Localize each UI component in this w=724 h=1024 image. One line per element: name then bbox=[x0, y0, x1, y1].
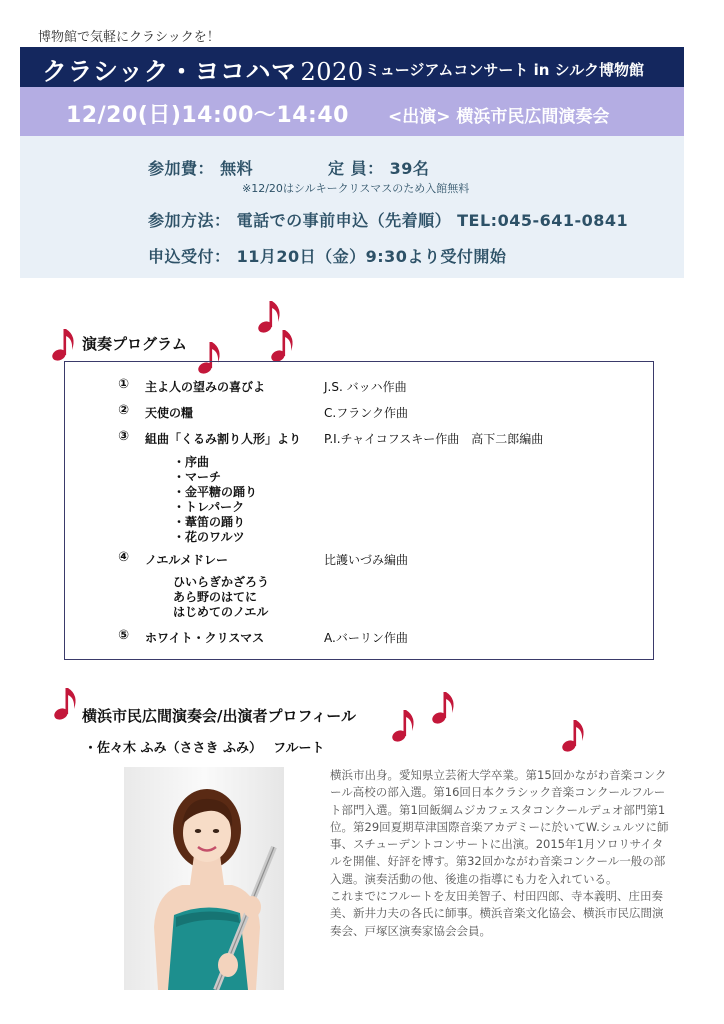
program-title: ノエルメドレー bbox=[145, 553, 229, 567]
fee-note: ※12/20はシルキークリスマスのため入館無料 bbox=[242, 182, 470, 195]
medley-song: あら野のはてに bbox=[173, 590, 258, 604]
tagline: 博物館で気軽にクラシックを！ bbox=[38, 30, 220, 45]
fee-text: 参加費： 無料 bbox=[148, 159, 254, 178]
program-title: ホワイト・クリスマス bbox=[145, 631, 265, 645]
movement-item: ・マーチ bbox=[173, 470, 222, 484]
program-composer: 比護いづみ編曲 bbox=[324, 553, 409, 567]
application-method: 参加方法： 電話での事前申込（先着順） TEL:045-641-0841 bbox=[148, 211, 629, 230]
performer-banner-text: <出演> 横浜市民広間演奏会 bbox=[388, 107, 610, 127]
capacity-text: 定 員： 39名 bbox=[328, 159, 430, 178]
info-box bbox=[20, 136, 684, 278]
performer-name: ・佐々木 ふみ（ささき ふみ） フルート bbox=[84, 741, 325, 756]
bio-paragraph: 横浜市出身。愛知県立芸術大学卒業。第15回かながわ音楽コンクール高校の部入選。第16回日本クラシック音楽コンクールフルート部門入選。第1回飯綱ムジカフェスタコンクールデュオ部門第1位。第29回夏期草津国際音楽アカデミーに於いてW.シュルツに師事、スチューデントコンサートに出演。2015年1月ソロリサイタルを開催、好評を博す。第32回かながわ音楽コンクール一般の部入選。演奏活動の他、後進の指導にも力を入れている。 bbox=[330, 768, 669, 886]
program-number: ① bbox=[118, 377, 130, 392]
program-title: 主よ人の望みの喜びよ bbox=[145, 380, 266, 394]
concert-subtitle: ミュージアムコンサート in シルク博物館 bbox=[365, 61, 644, 79]
music-note-icon bbox=[50, 325, 78, 363]
flutist-illustration bbox=[124, 767, 284, 990]
movement-item: ・トレパーク bbox=[173, 500, 245, 514]
music-note-icon bbox=[390, 706, 418, 744]
movement-item: ・花のワルツ bbox=[173, 530, 245, 544]
date-banner bbox=[20, 87, 684, 136]
date-time: 12/20(日)14:00～14:40 bbox=[66, 103, 349, 128]
bio-paragraph: これまでにフルートを友田美智子、村田四郎、寺本義明、庄田奏美、新井力夫の各氏に師事。横浜音楽文化協会、横浜市民広間演奏会、戸塚区演奏家協会会員。 bbox=[330, 889, 664, 938]
application-reception: 申込受付： 11月20日（金）9:30より受付開始 bbox=[148, 247, 507, 266]
concert-year: 2020 bbox=[300, 58, 364, 86]
movement-item: ・金平糖の踊り bbox=[173, 485, 258, 499]
program-title: 組曲「くるみ割り人形」より bbox=[145, 432, 302, 446]
program-composer: J.S. バッハ作曲 bbox=[324, 380, 407, 394]
medley-song: はじめてのノエル bbox=[173, 605, 269, 619]
program-number: ③ bbox=[118, 429, 130, 444]
performer-photo bbox=[124, 767, 284, 990]
program-heading: 演奏プログラム bbox=[82, 335, 187, 353]
program-composer: C.フランク作曲 bbox=[324, 406, 408, 420]
program-number: ② bbox=[118, 403, 130, 418]
music-note-icon bbox=[52, 684, 80, 722]
concert-title-text: クラシック・ヨコハマ bbox=[42, 57, 297, 86]
program-number: ⑤ bbox=[118, 628, 130, 643]
program-title: 天使の糧 bbox=[145, 406, 194, 420]
music-note-icon bbox=[269, 326, 297, 364]
movement-item: ・葦笛の踊り bbox=[173, 515, 246, 529]
performer-bio bbox=[330, 767, 670, 940]
concert-title bbox=[42, 52, 364, 88]
program-number: ④ bbox=[118, 550, 130, 565]
program-box bbox=[64, 361, 654, 660]
music-note-icon bbox=[560, 716, 588, 754]
movement-item: ・序曲 bbox=[173, 455, 210, 469]
program-composer: P.I.チャイコフスキー作曲 高下二郎編曲 bbox=[324, 432, 544, 446]
profile-heading: 横浜市民広間演奏会/出演者プロフィール bbox=[82, 707, 356, 725]
program-composer: A.バーリン作曲 bbox=[324, 631, 408, 645]
music-note-icon bbox=[430, 688, 458, 726]
medley-song: ひいらぎかざろう bbox=[173, 575, 270, 589]
title-banner bbox=[20, 47, 684, 87]
